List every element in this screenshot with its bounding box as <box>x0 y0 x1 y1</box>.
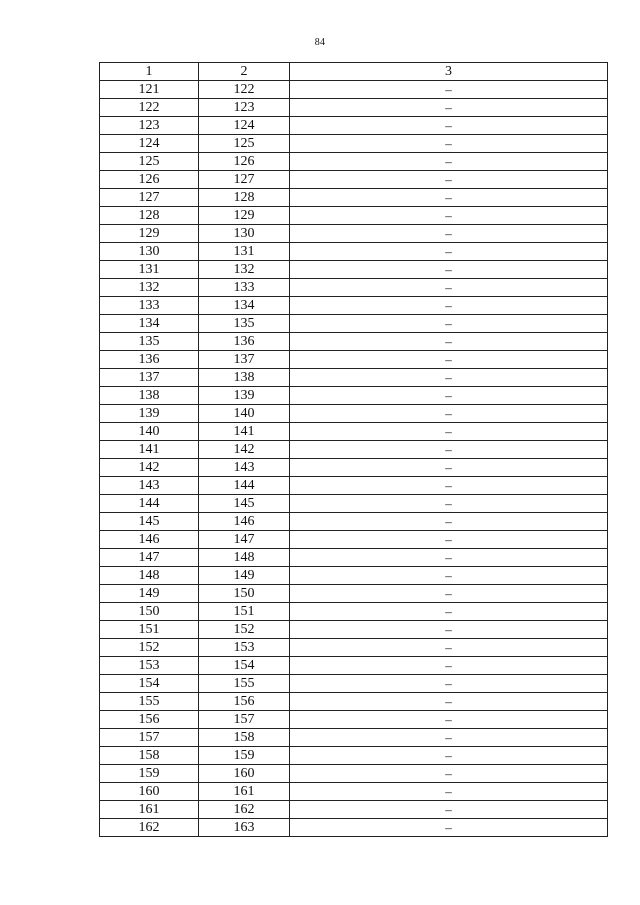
table-cell-col-3: – <box>290 423 608 441</box>
table-cell-col-2: 138 <box>199 369 290 387</box>
table-cell-col-2: 156 <box>199 693 290 711</box>
table-cell-col-1: 124 <box>100 135 199 153</box>
table-cell-col-3: – <box>290 99 608 117</box>
table-row <box>100 747 608 765</box>
table-row <box>100 189 608 207</box>
table-row <box>100 315 608 333</box>
table-row <box>100 459 608 477</box>
table-cell-col-3: – <box>290 369 608 387</box>
table-cell-col-3: – <box>290 531 608 549</box>
table-row <box>100 477 608 495</box>
table-cell-col-1: 139 <box>100 405 199 423</box>
table-cell-col-2: 148 <box>199 549 290 567</box>
table-row <box>100 81 608 99</box>
table-cell-col-2: 122 <box>199 81 290 99</box>
table-cell-col-3: – <box>290 477 608 495</box>
table-cell-col-3: – <box>290 153 608 171</box>
table-cell-col-1: 162 <box>100 819 199 837</box>
table-row <box>100 531 608 549</box>
table-cell-col-1: 138 <box>100 387 199 405</box>
table-row <box>100 333 608 351</box>
table-cell-col-2: 151 <box>199 603 290 621</box>
table-cell-col-2: 158 <box>199 729 290 747</box>
table-cell-col-1: 130 <box>100 243 199 261</box>
table-cell-col-3: – <box>290 279 608 297</box>
table-cell-col-1: 145 <box>100 513 199 531</box>
table-cell-col-1: 157 <box>100 729 199 747</box>
table-cell-col-3: – <box>290 783 608 801</box>
table-row <box>100 567 608 585</box>
table-row <box>100 657 608 675</box>
table-cell-col-1: 134 <box>100 315 199 333</box>
table-row <box>100 207 608 225</box>
table-cell-col-3: – <box>290 207 608 225</box>
table-cell-col-1: 148 <box>100 567 199 585</box>
table-cell-col-1: 147 <box>100 549 199 567</box>
table-cell-col-2: 129 <box>199 207 290 225</box>
table-cell-col-1: 149 <box>100 585 199 603</box>
table-cell-col-3: – <box>290 261 608 279</box>
table-cell-col-3: – <box>290 351 608 369</box>
table-row <box>100 243 608 261</box>
table-cell-col-1: 125 <box>100 153 199 171</box>
table-cell-col-1: 161 <box>100 801 199 819</box>
table-cell-col-1: 136 <box>100 351 199 369</box>
table-cell-col-1: 137 <box>100 369 199 387</box>
table-cell-col-1: 144 <box>100 495 199 513</box>
table-cell-col-1: 131 <box>100 261 199 279</box>
table-cell-col-2: 140 <box>199 405 290 423</box>
table-cell-col-3: – <box>290 315 608 333</box>
table-cell-col-1: 135 <box>100 333 199 351</box>
table-cell-col-2: 147 <box>199 531 290 549</box>
table-cell-col-1: 121 <box>100 81 199 99</box>
table-cell-col-3: – <box>290 711 608 729</box>
table-cell-col-1: 158 <box>100 747 199 765</box>
table-row <box>100 783 608 801</box>
table-cell-col-2: 157 <box>199 711 290 729</box>
table-cell-col-3: – <box>290 297 608 315</box>
table-cell-col-1: 126 <box>100 171 199 189</box>
table-row <box>100 135 608 153</box>
table-cell-col-1: 155 <box>100 693 199 711</box>
table-cell-col-1: 154 <box>100 675 199 693</box>
table-row <box>100 279 608 297</box>
table-cell-col-2: 127 <box>199 171 290 189</box>
table-cell-col-2: 136 <box>199 333 290 351</box>
table-cell-col-3: – <box>290 135 608 153</box>
table-cell-col-2: 133 <box>199 279 290 297</box>
table-cell-col-3: – <box>290 765 608 783</box>
table-cell-col-1: 146 <box>100 531 199 549</box>
table-cell-col-3: – <box>290 459 608 477</box>
table-cell-col-3: – <box>290 675 608 693</box>
table-cell-col-2: 139 <box>199 387 290 405</box>
table-row <box>100 603 608 621</box>
table-row <box>100 441 608 459</box>
table-cell-col-3: – <box>290 387 608 405</box>
table-cell-col-2: 159 <box>199 747 290 765</box>
table-cell-col-1: 129 <box>100 225 199 243</box>
data-table <box>99 62 608 837</box>
table-row <box>100 765 608 783</box>
table-row <box>100 171 608 189</box>
table-cell-col-2: 143 <box>199 459 290 477</box>
table-row <box>100 387 608 405</box>
table-cell-col-1: 151 <box>100 621 199 639</box>
page-number: 84 <box>314 37 326 48</box>
table-row <box>100 819 608 837</box>
table-row <box>100 549 608 567</box>
table-row <box>100 495 608 513</box>
table-cell-col-3: – <box>290 621 608 639</box>
table-cell-col-2: 142 <box>199 441 290 459</box>
table-cell-col-2: 135 <box>199 315 290 333</box>
table-cell-col-3: – <box>290 747 608 765</box>
table-cell-col-3: – <box>290 729 608 747</box>
table-cell-col-3: – <box>290 639 608 657</box>
table-cell-col-3: – <box>290 513 608 531</box>
table-cell-col-3: – <box>290 819 608 837</box>
table-row <box>100 693 608 711</box>
table-cell-col-1: 159 <box>100 765 199 783</box>
table-cell-col-2: 153 <box>199 639 290 657</box>
table-cell-col-3: – <box>290 81 608 99</box>
table-cell-col-3: – <box>290 405 608 423</box>
table-cell-col-2: 137 <box>199 351 290 369</box>
table-cell-col-3: – <box>290 117 608 135</box>
table-cell-col-3: – <box>290 189 608 207</box>
table-cell-col-2: 155 <box>199 675 290 693</box>
table-row <box>100 369 608 387</box>
table-row <box>100 405 608 423</box>
table-row <box>100 351 608 369</box>
table-cell-col-1: 122 <box>100 99 199 117</box>
table-cell-col-2: 132 <box>199 261 290 279</box>
table-cell-col-2: 154 <box>199 657 290 675</box>
table-cell-col-3: – <box>290 333 608 351</box>
table-cell-col-3: – <box>290 225 608 243</box>
table-cell-col-1: 143 <box>100 477 199 495</box>
table-cell-col-3: – <box>290 171 608 189</box>
table-cell-col-2: 141 <box>199 423 290 441</box>
table-cell-col-2: 163 <box>199 819 290 837</box>
table-cell-col-1: 142 <box>100 459 199 477</box>
table-cell-col-2: 124 <box>199 117 290 135</box>
table-cell-col-1: 150 <box>100 603 199 621</box>
table-cell-col-2: 134 <box>199 297 290 315</box>
table-cell-col-2: 162 <box>199 801 290 819</box>
table-cell-col-2: 123 <box>199 99 290 117</box>
table-row <box>100 675 608 693</box>
table-row <box>100 153 608 171</box>
table-cell-col-2: 146 <box>199 513 290 531</box>
table-cell-col-1: 123 <box>100 117 199 135</box>
table-cell-col-3: – <box>290 441 608 459</box>
table-cell-col-1: 153 <box>100 657 199 675</box>
table-row <box>100 225 608 243</box>
table-row <box>100 639 608 657</box>
table-cell-col-1: 152 <box>100 639 199 657</box>
table-row <box>100 513 608 531</box>
table-cell-col-2: 128 <box>199 189 290 207</box>
header-row <box>100 63 608 81</box>
table-cell-col-3: – <box>290 585 608 603</box>
table-cell-col-2: 125 <box>199 135 290 153</box>
table-cell-col-1: 133 <box>100 297 199 315</box>
table-cell-col-2: 130 <box>199 225 290 243</box>
table-cell-col-3: – <box>290 693 608 711</box>
table-cell-col-2: 161 <box>199 783 290 801</box>
column-header-1: 1 <box>100 63 199 81</box>
table-row <box>100 711 608 729</box>
table-cell-col-1: 141 <box>100 441 199 459</box>
table-row <box>100 261 608 279</box>
table-cell-col-3: – <box>290 567 608 585</box>
table-cell-col-3: – <box>290 801 608 819</box>
table-row <box>100 117 608 135</box>
table-row <box>100 423 608 441</box>
table-row <box>100 621 608 639</box>
table-row <box>100 585 608 603</box>
table-cell-col-2: 126 <box>199 153 290 171</box>
table-row <box>100 801 608 819</box>
table-cell-col-2: 149 <box>199 567 290 585</box>
table-cell-col-1: 160 <box>100 783 199 801</box>
table-cell-col-1: 127 <box>100 189 199 207</box>
table-cell-col-2: 160 <box>199 765 290 783</box>
table-cell-col-3: – <box>290 549 608 567</box>
table-cell-col-2: 144 <box>199 477 290 495</box>
table-cell-col-1: 132 <box>100 279 199 297</box>
table-row <box>100 99 608 117</box>
column-header-3: 3 <box>290 63 608 81</box>
table-cell-col-3: – <box>290 243 608 261</box>
column-header-2: 2 <box>199 63 290 81</box>
table-cell-col-1: 140 <box>100 423 199 441</box>
table-cell-col-1: 156 <box>100 711 199 729</box>
table-cell-col-3: – <box>290 603 608 621</box>
table-cell-col-2: 152 <box>199 621 290 639</box>
table-cell-col-2: 131 <box>199 243 290 261</box>
table-cell-col-2: 150 <box>199 585 290 603</box>
table-body <box>100 81 608 837</box>
table-cell-col-3: – <box>290 495 608 513</box>
table-row <box>100 729 608 747</box>
table-cell-col-2: 145 <box>199 495 290 513</box>
table-cell-col-1: 128 <box>100 207 199 225</box>
table-row <box>100 297 608 315</box>
table-cell-col-3: – <box>290 657 608 675</box>
